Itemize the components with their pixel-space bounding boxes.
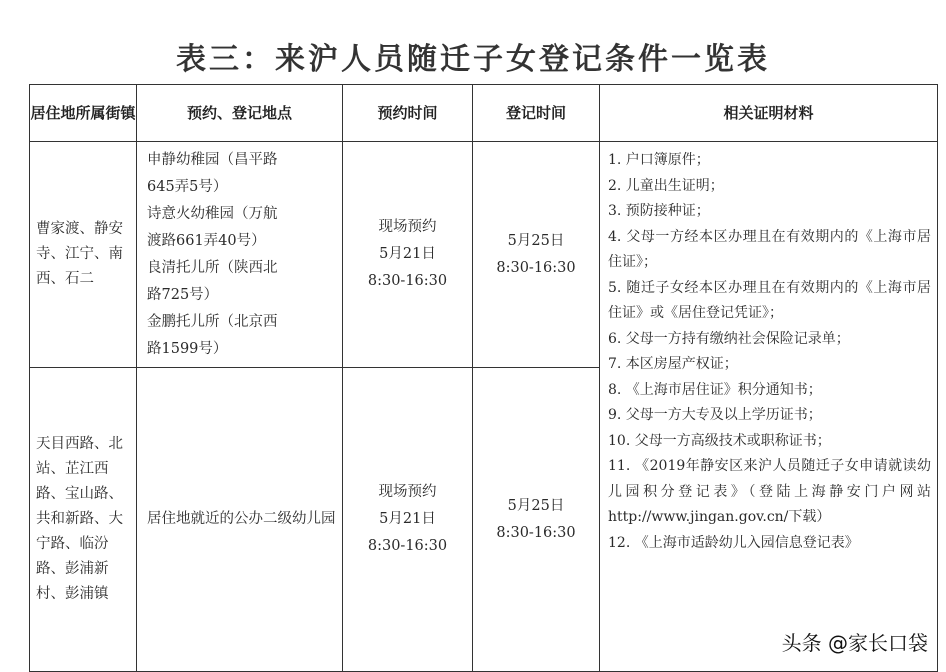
material-item: 1. 户口簿原件；	[608, 152, 710, 168]
registration-date: 5月25日	[507, 232, 565, 249]
watermark: 头条 @家长口袋	[778, 625, 932, 658]
appointment-hours: 8:30-16:30	[367, 273, 448, 289]
town-cell: 天目西路、北站、芷江西路、宝山路、共和新路、大宁路、临汾路、彭浦新村、彭浦镇	[30, 368, 137, 672]
location-line: 645弄5号）	[147, 178, 228, 195]
location-line: 金鹏托儿所（北京西	[147, 313, 278, 330]
material-item: 4. 父母一方经本区办理且在有效期内的《上海市居住证》；	[608, 228, 931, 270]
header-registration-time: 登记时间	[473, 85, 600, 142]
registration-cell	[473, 142, 600, 368]
location-cell	[137, 368, 343, 672]
registration-hours: 8:30-16:30	[496, 524, 576, 541]
material-item: 7. 本区房屋产权证；	[608, 356, 738, 372]
materials-cell	[600, 142, 938, 672]
location-line: 诗意火幼稚园（万航	[147, 205, 278, 222]
table-header-row	[30, 85, 938, 142]
location-line: 渡路661弄40号）	[147, 232, 266, 249]
appointment-text: 现场预约	[378, 484, 437, 500]
appointment-date: 5月21日	[379, 246, 436, 262]
material-item: 3. 预防接种证；	[608, 203, 710, 219]
material-item: 5. 随迁子女经本区办理且在有效期内的《上海市居住证》或《居住登记凭证》；	[608, 279, 931, 321]
material-item: 2. 儿童出生证明；	[608, 177, 724, 194]
location-line: 居住地就近的公办二级幼儿园	[147, 511, 336, 527]
material-item: 11. 《2019年静安区来沪人员随迁子女申请就读幼儿园积分登记表》（登陆上海静安门户网站http://www.jingan.gov.cn/下载）	[608, 458, 931, 525]
material-item: 12. 《上海市适龄幼儿入园信息登记表》	[608, 534, 859, 551]
material-item: 9. 父母一方大专及以上学历证书；	[608, 407, 822, 423]
location-line: 路1599号）	[147, 340, 228, 357]
appointment-date: 5月21日	[379, 511, 436, 527]
header-location: 预约、登记地点	[137, 85, 343, 142]
header-appointment-time: 预约时间	[343, 85, 473, 142]
location-line: 申静幼稚园（昌平路	[147, 151, 278, 168]
appointment-cell	[343, 142, 473, 368]
header-town: 居住地所属街镇	[30, 85, 137, 142]
registration-table	[29, 84, 938, 672]
location-cell	[137, 142, 343, 368]
material-item: 10. 父母一方高级技术或职称证书；	[608, 432, 831, 449]
location-line: 良清托儿所（陕西北	[147, 259, 278, 276]
registration-date: 5月25日	[507, 497, 565, 514]
appointment-cell	[343, 368, 473, 672]
registration-hours: 8:30-16:30	[496, 259, 576, 276]
table-row	[30, 142, 938, 368]
town-cell: 曹家渡、静安寺、江宁、南西、石二	[30, 142, 137, 368]
registration-cell	[473, 368, 600, 672]
material-item: 6. 父母一方持有缴纳社会保险记录单；	[608, 330, 850, 347]
material-item: 8. 《上海市居住证》积分通知书；	[608, 381, 822, 398]
appointment-text: 现场预约	[378, 219, 437, 235]
page-title: 表三：来沪人员随迁子女登记条件一览表	[176, 42, 770, 77]
appointment-hours: 8:30-16:30	[367, 538, 448, 554]
location-line: 路725号）	[147, 286, 219, 303]
header-materials: 相关证明材料	[600, 85, 938, 142]
